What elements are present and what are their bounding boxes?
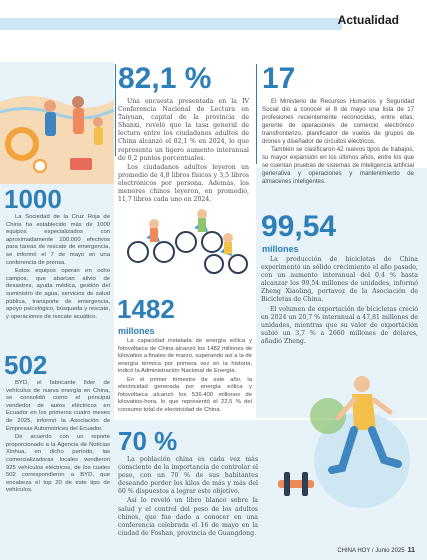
stat-82-1-number: 82,1 % [118,62,212,95]
paragraph: La Sociedad de la Cruz Roja de China ha establecido más de 1000 equipos especializados con aproximadamente 100.000 efectivos para tareas de rescate de emergencia, se informó el 7 de mayo en una conferencia de prensa. [6,214,110,266]
stat-502-number: 502 [4,350,48,380]
section-title: Actualidad [337,13,399,27]
header-band [0,18,342,30]
stat-1482-unit: millones [118,326,155,336]
stat-99-54-unit: millones [262,244,299,254]
paragraph: La capacidad instalada de energía eólica y fotovoltaica de China alcanzó los 1482 millones de kilovatios a finales de marzo, superando así a la de energía térmica por primera vez en la historia, indicó la Administración Nacional de Energía. [118,338,252,374]
page-number: 11 [407,547,415,554]
paragraph: La población china es cada vez más consciente de la importancia de controlar el peso, con un 70 % de sus habitantes deseando perder los kilos de más y más del 60 % dispuestos a lograr este objetivo. [118,456,258,496]
stat-99-54-text [261,256,418,347]
paragraph: El volumen de exportación de bicicletas creció en 2024 un 20,7 % interanual a 47,81 millones de unidades, mientras que su valor de exportación subió un 3,7 % a 2660 millones de dólares, añadió Zheng. [261,305,418,345]
paragraph: BYD, el fabricante líder de vehículos de nueva energía en China, se consolidó como el principal vendedor de autos eléctricos en Ecuador en los primeros cuatro meses de 2025, informó la Asociación de Empresas Automotrices del Ecuador. [6,380,110,432]
stat-502-text [6,380,110,496]
stat-70-text [118,456,258,539]
paragraph: Así lo reveló un libro blanco sobre la salud y el control del peso de los adultos chinos, que fue dado a conocer en una conferencia celebrada el 16 de mayo en la ciudad de Foshan, provincia de Guangdong. [118,497,258,537]
paragraph: En el primer trimestre de este año, la electricidad generada por energía eólica y fotovoltaica alcanzó los 536.400 millones de kilovatios-hora, lo que representó el 22,5 % del consumo total de electricidad de China. [118,376,252,413]
stat-99-54-number: 99,54 [261,210,337,243]
stat-1482-number: 1482 [117,294,175,324]
divider-line [256,64,257,164]
beach-family-illustration [0,62,114,184]
paragraph: Los ciudadanos adultos leyeron un promedio de 4,8 libros físicos y 3,5 libros electrónicos por persona. Además, los menores chinos leyeron, en promedio, 11,7 libros cada uno en 2024. [118,163,249,204]
stat-70-number: 70 % [118,426,178,456]
paragraph: Una encuesta presentada en la IV Conferencia Nacional de Lectura en Taiyuan, capital de la provincia de Shanxi, reveló que la tasa general de lectura entre los ciudadanos adultos de China alcanzó el 82,1 % en 2024, lo que representa un ligero aumento interanual de 0,2 puntos porcentuales. [118,98,249,162]
cyclists-illustration [116,190,254,278]
paragraph: De acuerdo con un reporte proporcionado a la Agencia de Noticias Xinhua, en dicho período, las comercializadoras locales vendieron 925 vehículos eléctricos, de los cuales 502 correspondieron a BYD, que encabeza el top 20 de este tipo de vehículos. [6,434,110,494]
paragraph: La producción de bicicletas de China experimentó un sólido crecimiento el año pasado, con un aumento interanual del 0,4 % hasta alcanzar los 99,54 millones de unidades, informó Zheng Xiaoling, portavoz de la Asociación de Bicicletas de China. [261,256,418,304]
divider-line [115,64,116,156]
publication-name: CHINA HOY / Junio 2025 [337,548,405,554]
stat-1482-text [118,338,252,415]
paragraph: Estos equipos operan en ocho campos, que abarcan alivio de desastres, ayuda médica, gestión del suministro de agua, servicios de salud pública, transporte de emergencia, apoyo psicológico, búsqueda y rescate, y operaciones de rescate acuático. [6,268,110,320]
paragraph: El Ministerio de Recursos Humanos y Seguridad Social dio a conocer el 8 de mayo una lista de 17 profesiones recientemente reconocidas, entre ellas, gerente de operaciones de comercio electrónico transfronterizo, planificador de vuelos de grupos de drones y diseñador de circuitos eléctricos. [262,98,414,145]
stat-1000-number: 1000 [4,184,62,214]
paragraph: También se clasificaron 42 nuevos tipos de trabajos, su mayor expansión en los últimos años, entre los que se cuentan pruebas de sistemas de inteligencia artificial generativa y operaciones y mantenimiento de almacenes inteligentes. [262,146,414,186]
page-footer [337,547,415,554]
stat-1000-text [6,214,110,322]
stat-17-text [262,98,414,187]
runner-illustration [258,360,418,520]
stat-17-number: 17 [262,62,296,95]
